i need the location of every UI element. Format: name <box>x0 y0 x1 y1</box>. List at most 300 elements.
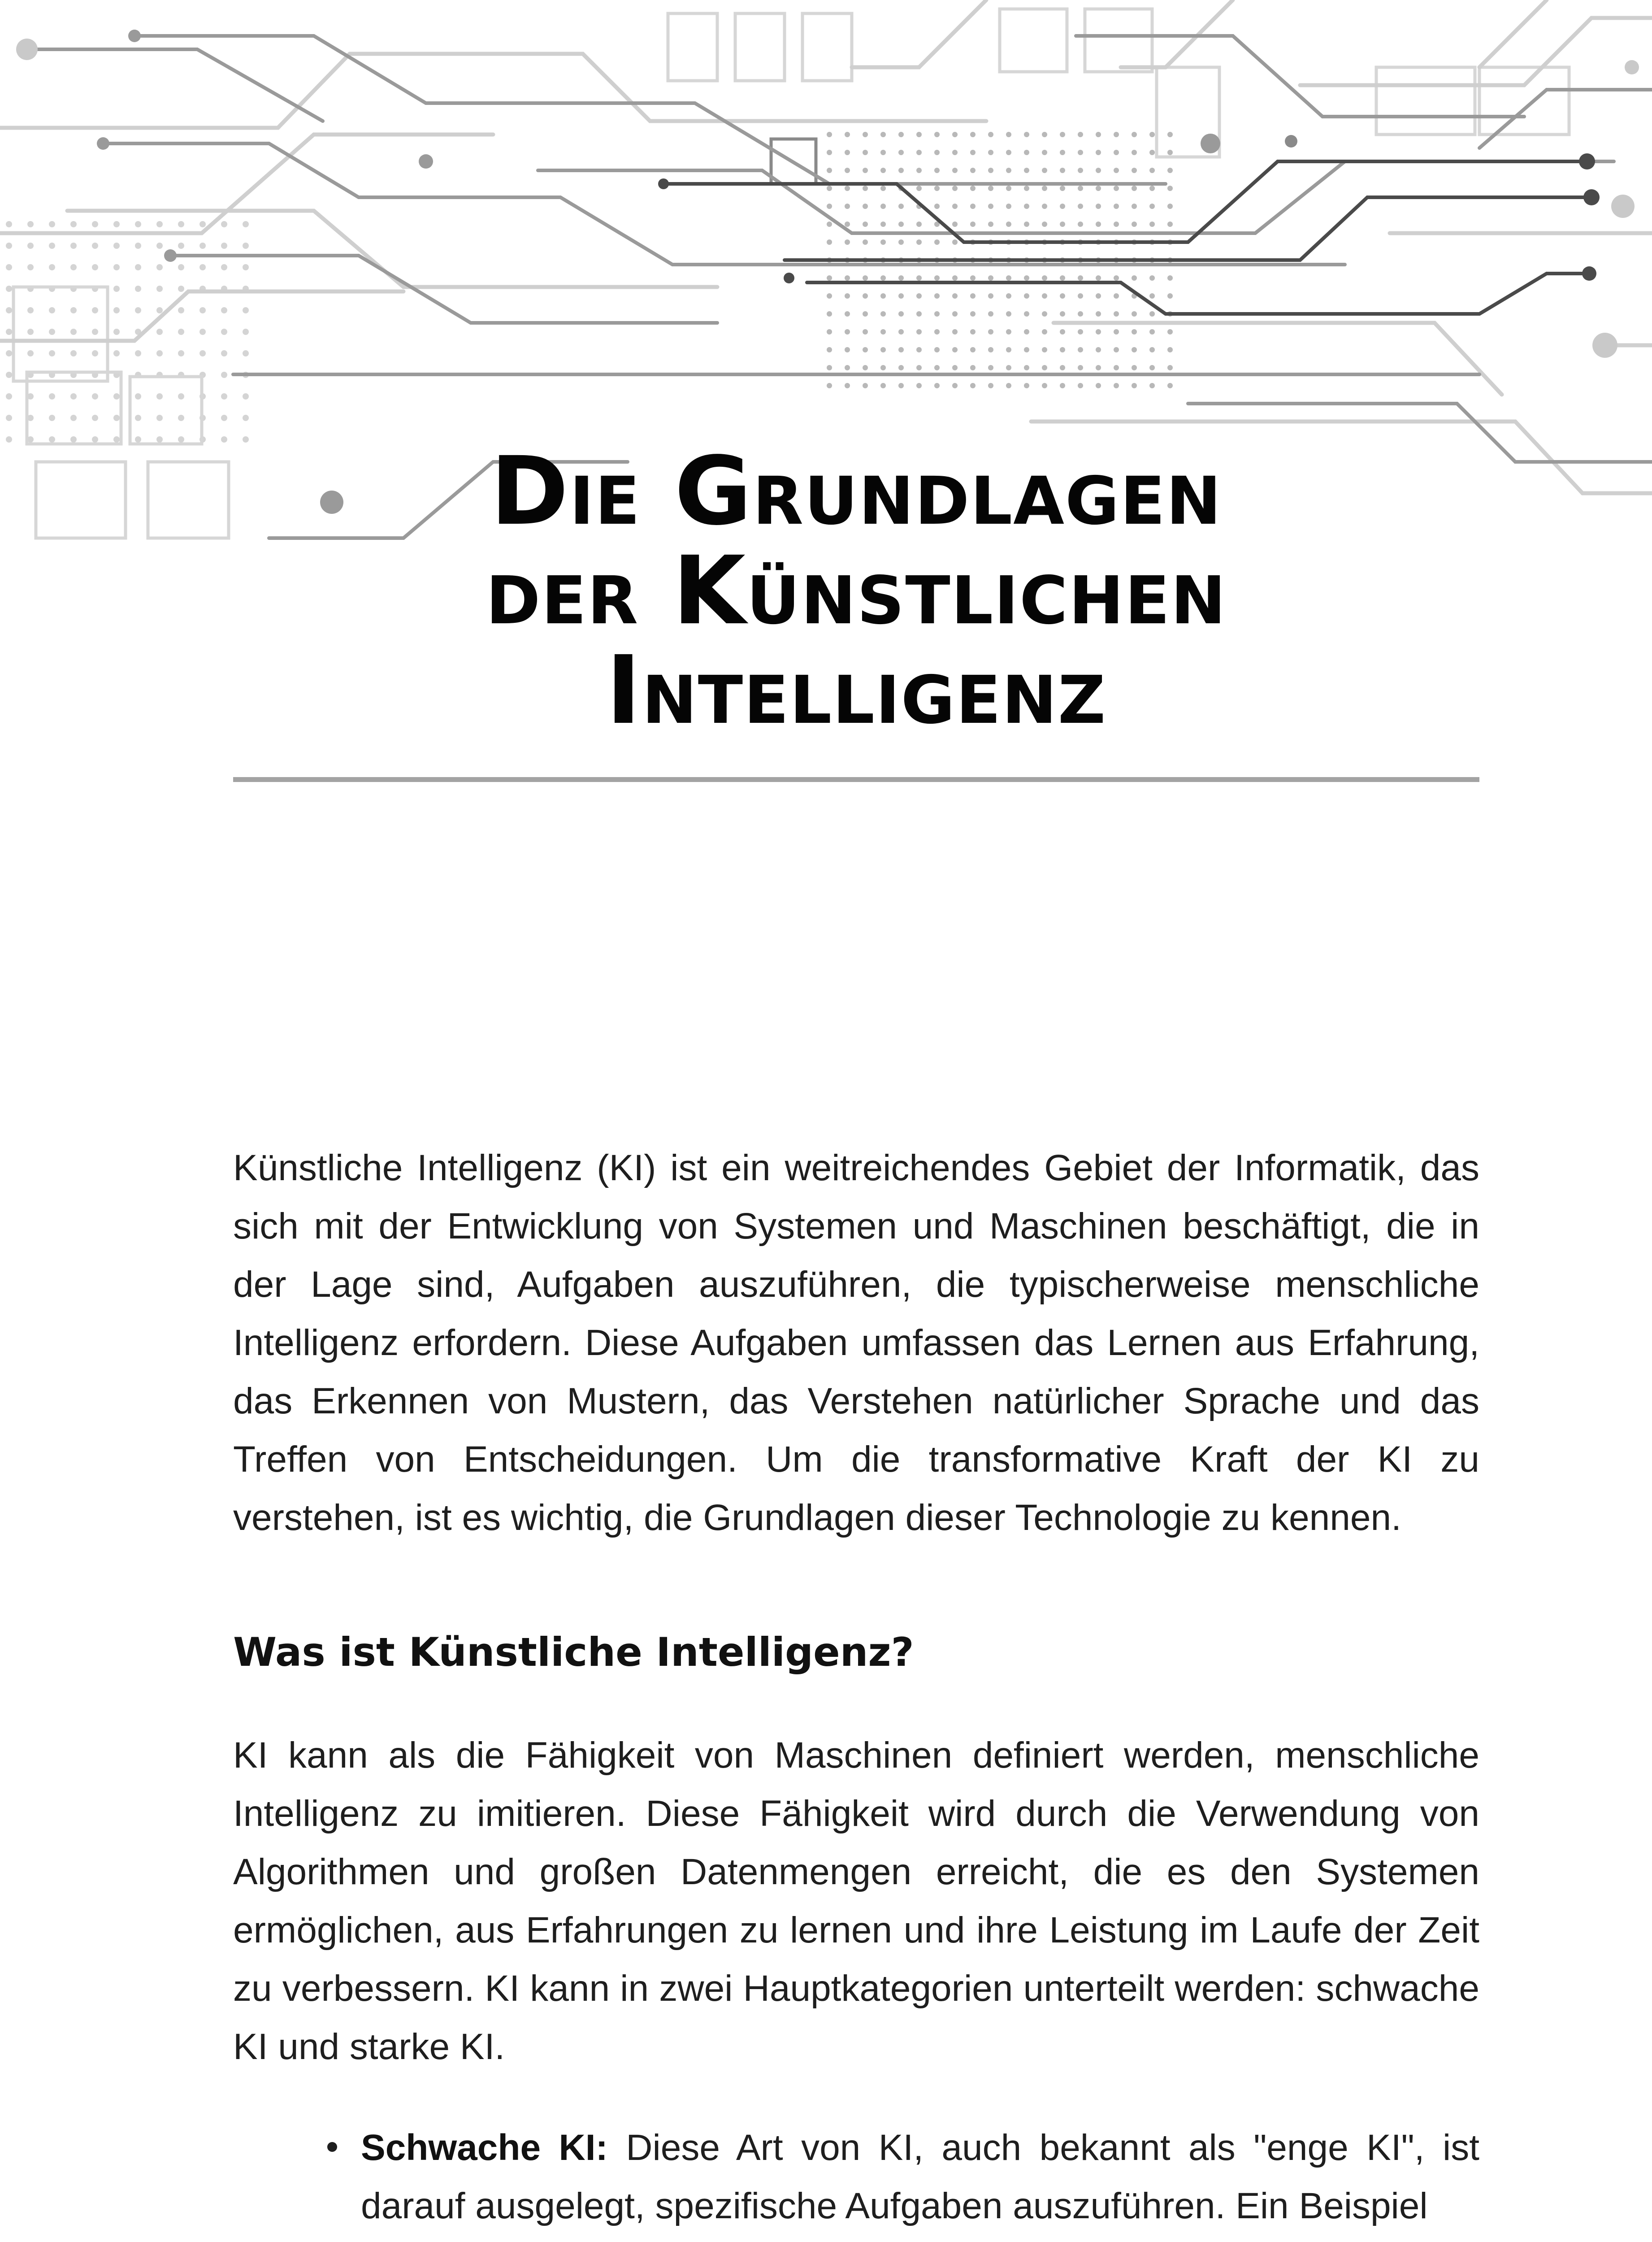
circuit-dot <box>845 383 850 388</box>
circuit-dot <box>934 383 940 388</box>
circuit-dot <box>1078 365 1083 370</box>
circuit-dot <box>988 275 993 281</box>
circuit-dot <box>49 264 55 270</box>
circuit-dot <box>135 415 141 421</box>
circuit-dot <box>952 365 958 370</box>
circuit-dot <box>1096 293 1101 299</box>
circuit-dot <box>243 415 249 421</box>
circuit-dot <box>92 243 98 249</box>
circuit-dot <box>863 168 868 173</box>
circuit-dot <box>1167 293 1173 299</box>
circuit-dot <box>1167 275 1173 281</box>
circuit-dot <box>988 168 993 173</box>
circuit-dot <box>1096 150 1101 155</box>
circuit-dot <box>156 329 163 335</box>
circuit-dot <box>1149 365 1155 370</box>
circuit-dot <box>880 275 886 281</box>
circuit-dot <box>898 347 904 352</box>
circuit-dot <box>49 436 55 443</box>
circuit-dot <box>934 365 940 370</box>
circuit-dot <box>880 383 886 388</box>
circuit-dot <box>845 293 850 299</box>
circuit-dot <box>113 393 120 400</box>
circuit-dot <box>1060 132 1065 137</box>
circuit-dot <box>827 311 832 317</box>
circuit-dot <box>1024 132 1029 137</box>
circuit-dot <box>827 365 832 370</box>
circuit-dot <box>1149 168 1155 173</box>
circuit-dot <box>934 329 940 335</box>
circuit-dot <box>1006 186 1011 191</box>
circuit-dot <box>6 221 12 227</box>
circuit-dot <box>243 221 249 227</box>
circuit-dot <box>934 239 940 245</box>
circuit-dot <box>1060 150 1065 155</box>
circuit-dot <box>221 415 227 421</box>
circuit-dot <box>1167 222 1173 227</box>
circuit-dot <box>1114 365 1119 370</box>
circuit-dot <box>1096 204 1101 209</box>
circuit-dot <box>827 186 832 191</box>
circuit-dot <box>1024 168 1029 173</box>
circuit-dot <box>156 393 163 400</box>
circuit-dot <box>70 415 77 421</box>
circuit-dot <box>1006 204 1011 209</box>
circuit-dot <box>845 132 850 137</box>
circuit-dot <box>970 275 976 281</box>
circuit-dot <box>1078 204 1083 209</box>
circuit-dot <box>178 221 184 227</box>
circuit-dot <box>1149 150 1155 155</box>
circuit-dot <box>1096 275 1101 281</box>
circuit-dot <box>1078 311 1083 317</box>
circuit-dot <box>113 221 120 227</box>
circuit-dot <box>1006 132 1011 137</box>
circuit-dot <box>1060 311 1065 317</box>
circuit-dot <box>934 150 940 155</box>
circuit-dot <box>1096 132 1101 137</box>
circuit-dot <box>952 239 958 245</box>
circuit-dot <box>49 350 55 356</box>
circuit-dot <box>970 329 976 335</box>
circuit-dot <box>1006 329 1011 335</box>
circuit-dot <box>1114 293 1119 299</box>
circuit-dot <box>1006 383 1011 388</box>
circuit-dot <box>1042 329 1047 335</box>
circuit-dot <box>243 393 249 400</box>
circuit-dot <box>1042 150 1047 155</box>
circuit-dot <box>6 243 12 249</box>
circuit-dot <box>1132 365 1137 370</box>
circuit-dot <box>92 393 98 400</box>
circuit-dot <box>1114 204 1119 209</box>
circuit-dot <box>1167 204 1173 209</box>
chapter-title-line: Intelligenz <box>606 635 1107 745</box>
circuit-dot <box>827 383 832 388</box>
circuit-dot <box>1167 132 1173 137</box>
circuit-dot <box>135 350 141 356</box>
circuit-dot <box>1078 222 1083 227</box>
circuit-dot <box>952 329 958 335</box>
circuit-dot <box>916 383 922 388</box>
circuit-dot <box>952 222 958 227</box>
chapter-title-line: Die Grundlagen <box>490 436 1223 546</box>
circuit-dot <box>827 222 832 227</box>
circuit-dot <box>135 393 141 400</box>
circuit-dot <box>1006 150 1011 155</box>
circuit-dot <box>1132 186 1137 191</box>
circuit-dot <box>156 286 163 292</box>
circuit-dot <box>27 350 34 356</box>
circuit-dot <box>1060 168 1065 173</box>
circuit-dot <box>1024 347 1029 352</box>
circuit-dot <box>880 222 886 227</box>
circuit-dot <box>1060 329 1065 335</box>
circuit-dot <box>1167 365 1173 370</box>
circuit-dot <box>6 436 12 443</box>
circuit-dot <box>1132 347 1137 352</box>
circuit-dot <box>863 239 868 245</box>
circuit-dot <box>1060 222 1065 227</box>
circuit-dot <box>6 393 12 400</box>
circuit-dot <box>70 436 77 443</box>
circuit-dot <box>243 350 249 356</box>
circuit-dot <box>988 222 993 227</box>
circuit-dot <box>70 264 77 270</box>
circuit-dot <box>178 415 184 421</box>
circuit-dot <box>6 415 12 421</box>
circuit-dot <box>49 243 55 249</box>
circuit-dot <box>1167 150 1173 155</box>
circuit-dot <box>156 350 163 356</box>
circuit-dot <box>952 383 958 388</box>
circuit-dot <box>113 264 120 270</box>
circuit-dot <box>1078 150 1083 155</box>
circuit-dot <box>1042 383 1047 388</box>
circuit-dot <box>178 350 184 356</box>
circuit-dot <box>1114 383 1119 388</box>
circuit-dot <box>880 365 886 370</box>
circuit-dot <box>27 243 34 249</box>
circuit-dot <box>970 383 976 388</box>
circuit-dot <box>880 204 886 209</box>
circuit-dot <box>49 307 55 313</box>
circuit-dot <box>880 150 886 155</box>
circuit-dot <box>916 329 922 335</box>
circuit-dot <box>221 221 227 227</box>
circuit-dot <box>1149 132 1155 137</box>
circuit-dot <box>863 275 868 281</box>
circuit-dot <box>199 350 206 356</box>
circuit-dot <box>1167 186 1173 191</box>
title-divider <box>233 777 1479 782</box>
circuit-dot <box>845 186 850 191</box>
circuit-dot <box>243 329 249 335</box>
circuit-dot <box>988 204 993 209</box>
circuit-dot <box>970 222 976 227</box>
circuit-dot <box>70 243 77 249</box>
circuit-dot <box>952 132 958 137</box>
circuit-dot <box>27 307 34 313</box>
circuit-dot <box>880 311 886 317</box>
circuit-dot <box>6 286 12 292</box>
circuit-dot <box>988 311 993 317</box>
circuit-dot <box>221 350 227 356</box>
circuit-dot <box>1114 222 1119 227</box>
circuit-dot <box>845 347 850 352</box>
circuit-dot <box>952 204 958 209</box>
circuit-dot <box>70 307 77 313</box>
circuit-dot <box>178 264 184 270</box>
circuit-dot <box>1114 275 1119 281</box>
circuit-dot <box>1167 168 1173 173</box>
circuit-dot <box>845 311 850 317</box>
circuit-dot <box>1024 311 1029 317</box>
circuit-dot <box>1132 222 1137 227</box>
circuit-dot <box>827 204 832 209</box>
intro-paragraph: Künstliche Intelligenz (KI) ist ein weitreichendes Gebiet der Informatik, das sich mit der Entwicklung von Systemen und Maschinen beschäftigt, die in der Lage sind, Aufgaben auszuführen, die typischerweise menschliche Intelligenz erfordern. Diese Aufgaben umfassen das Lernen aus Erfahrung, das Erkennen von Mustern, das Verstehen natürlicher Sprache und das Treffen von Entscheidungen. Um die transformative Kraft der KI zu verstehen, ist es wichtig, die Grundlagen dieser Technologie zu kennen. <box>233 1147 1479 1538</box>
chapter-title-line: der Künstlichen <box>486 536 1227 646</box>
circuit-dot <box>898 168 904 173</box>
circuit-dot <box>156 307 163 313</box>
circuit-dot <box>1149 383 1155 388</box>
circuit-dot <box>1096 186 1101 191</box>
circuit-dot <box>92 329 98 335</box>
circuit-dot <box>863 186 868 191</box>
circuit-dot <box>1096 365 1101 370</box>
circuit-dot <box>1042 311 1047 317</box>
circuit-dot <box>221 329 227 335</box>
circuit-dot <box>916 311 922 317</box>
circuit-dot <box>1024 150 1029 155</box>
circuit-dot <box>1149 204 1155 209</box>
circuit-dot <box>970 150 976 155</box>
circuit-dot <box>898 383 904 388</box>
circuit-dot <box>827 329 832 335</box>
circuit-dot <box>970 168 976 173</box>
circuit-dot <box>1114 132 1119 137</box>
circuit-dot <box>1006 293 1011 299</box>
circuit-dot <box>1024 365 1029 370</box>
circuit-dot <box>988 383 993 388</box>
circuit-dot <box>1149 186 1155 191</box>
circuit-dot <box>113 436 120 443</box>
circuit-dot <box>1024 383 1029 388</box>
circuit-dot <box>199 307 206 313</box>
circuit-dot <box>845 222 850 227</box>
circuit-dot <box>1132 132 1137 137</box>
circuit-dot <box>1042 132 1047 137</box>
circuit-dot <box>863 311 868 317</box>
circuit-dot <box>6 307 12 313</box>
circuit-dot <box>1024 204 1029 209</box>
circuit-dot <box>6 329 12 335</box>
circuit-dot <box>221 393 227 400</box>
circuit-dot <box>178 286 184 292</box>
circuit-dot <box>1060 365 1065 370</box>
circuit-dot <box>92 350 98 356</box>
circuit-dot <box>1024 222 1029 227</box>
circuit-dot <box>880 329 886 335</box>
circuit-dot <box>898 275 904 281</box>
circuit-dot <box>827 132 832 137</box>
circuit-dot <box>135 221 141 227</box>
circuit-dot <box>92 221 98 227</box>
circuit-dot <box>1078 132 1083 137</box>
circuit-dot <box>1042 168 1047 173</box>
circuit-dot <box>113 243 120 249</box>
circuit-dot <box>92 264 98 270</box>
circuit-dot <box>1078 347 1083 352</box>
circuit-dot <box>221 436 227 443</box>
circuit-dot <box>1006 222 1011 227</box>
circuit-dot <box>1024 186 1029 191</box>
circuit-dot <box>880 293 886 299</box>
circuit-dot <box>135 436 141 443</box>
circuit-dot <box>934 168 940 173</box>
circuit-dot <box>27 221 34 227</box>
circuit-dot <box>827 150 832 155</box>
circuit-dot <box>92 307 98 313</box>
circuit-dot <box>916 239 922 245</box>
circuit-dot <box>1167 383 1173 388</box>
circuit-dot <box>156 243 163 249</box>
circuit-dot <box>898 329 904 335</box>
circuit-dot <box>1006 347 1011 352</box>
circuit-dot <box>863 204 868 209</box>
circuit-dot <box>1042 293 1047 299</box>
circuit-dot <box>952 150 958 155</box>
circuit-dot <box>952 311 958 317</box>
circuit-dot <box>1114 186 1119 191</box>
circuit-dot <box>916 186 922 191</box>
circuit-dot <box>845 168 850 173</box>
circuit-dot <box>1006 168 1011 173</box>
circuit-dot <box>156 415 163 421</box>
circuit-dot <box>1042 204 1047 209</box>
circuit-dot <box>1042 222 1047 227</box>
circuit-dot <box>1096 311 1101 317</box>
circuit-dot <box>898 239 904 245</box>
circuit-dot <box>880 239 886 245</box>
section-heading: Was ist Künstliche Intelligenz? <box>233 1629 914 1675</box>
circuit-dot <box>199 264 206 270</box>
circuit-dot <box>1042 275 1047 281</box>
circuit-dot <box>952 168 958 173</box>
circuit-dot <box>70 221 77 227</box>
circuit-dot <box>1132 204 1137 209</box>
circuit-dot <box>827 347 832 352</box>
circuit-dot <box>952 186 958 191</box>
circuit-dot <box>934 275 940 281</box>
circuit-dot <box>988 365 993 370</box>
circuit-dot <box>880 347 886 352</box>
circuit-dot <box>1167 347 1173 352</box>
circuit-dot <box>178 243 184 249</box>
circuit-dot <box>916 275 922 281</box>
circuit-dot <box>863 329 868 335</box>
bullet-text: Diese Art von KI, auch bekannt als "enge KI", ist darauf ausgelegt, spezifische Aufgaben auszuführen. Ein Beispiel <box>361 2127 1479 2226</box>
circuit-dot <box>1114 311 1119 317</box>
circuit-dot <box>49 329 55 335</box>
circuit-dot <box>6 372 12 378</box>
circuit-dot <box>988 132 993 137</box>
circuit-dot <box>970 132 976 137</box>
circuit-dot <box>1096 168 1101 173</box>
circuit-dot <box>6 350 12 356</box>
circuit-dot <box>113 329 120 335</box>
circuit-dot <box>898 365 904 370</box>
circuit-dot <box>27 329 34 335</box>
circuit-dot <box>1114 150 1119 155</box>
circuit-dot <box>49 393 55 400</box>
circuit-dot <box>970 186 976 191</box>
circuit-dot <box>916 222 922 227</box>
circuit-dot <box>1024 329 1029 335</box>
circuit-dot <box>916 168 922 173</box>
circuit-dot <box>863 383 868 388</box>
circuit-dot <box>243 264 249 270</box>
circuit-dot <box>92 415 98 421</box>
circuit-dot <box>988 293 993 299</box>
circuit-dot <box>243 243 249 249</box>
circuit-dot <box>1096 383 1101 388</box>
circuit-dot <box>845 365 850 370</box>
circuit-dot <box>221 243 227 249</box>
circuit-dot <box>178 393 184 400</box>
circuit-dot <box>863 222 868 227</box>
circuit-dot <box>1006 311 1011 317</box>
circuit-dot <box>1096 222 1101 227</box>
circuit-dot <box>1149 311 1155 317</box>
circuit-dot <box>27 264 34 270</box>
circuit-dot <box>863 150 868 155</box>
circuit-dot <box>827 239 832 245</box>
circuit-dot <box>199 221 206 227</box>
circuit-dot <box>916 365 922 370</box>
circuit-dot <box>156 221 163 227</box>
circuit-dot <box>1149 347 1155 352</box>
circuit-dot <box>1096 329 1101 335</box>
circuit-dot <box>1078 383 1083 388</box>
circuit-dot <box>1042 365 1047 370</box>
circuit-dot <box>221 307 227 313</box>
circuit-dot <box>898 204 904 209</box>
bullet-list <box>233 2119 1479 2235</box>
circuit-dot <box>135 264 141 270</box>
circuit-dot <box>845 239 850 245</box>
circuit-dot <box>1114 347 1119 352</box>
circuit-dot <box>898 222 904 227</box>
circuit-dot <box>916 132 922 137</box>
circuit-dot <box>1132 150 1137 155</box>
circuit-dot <box>1078 275 1083 281</box>
circuit-dot <box>845 204 850 209</box>
circuit-dot <box>863 365 868 370</box>
circuit-dot <box>6 264 12 270</box>
circuit-dot <box>827 168 832 173</box>
circuit-dot <box>1149 222 1155 227</box>
circuit-dot <box>1149 275 1155 281</box>
circuit-dot <box>827 275 832 281</box>
circuit-dot <box>243 307 249 313</box>
circuit-dot <box>916 150 922 155</box>
circuit-dot <box>970 365 976 370</box>
circuit-dot <box>1060 293 1065 299</box>
circuit-dot <box>1132 383 1137 388</box>
circuit-dot <box>952 293 958 299</box>
circuit-dot <box>1078 293 1083 299</box>
